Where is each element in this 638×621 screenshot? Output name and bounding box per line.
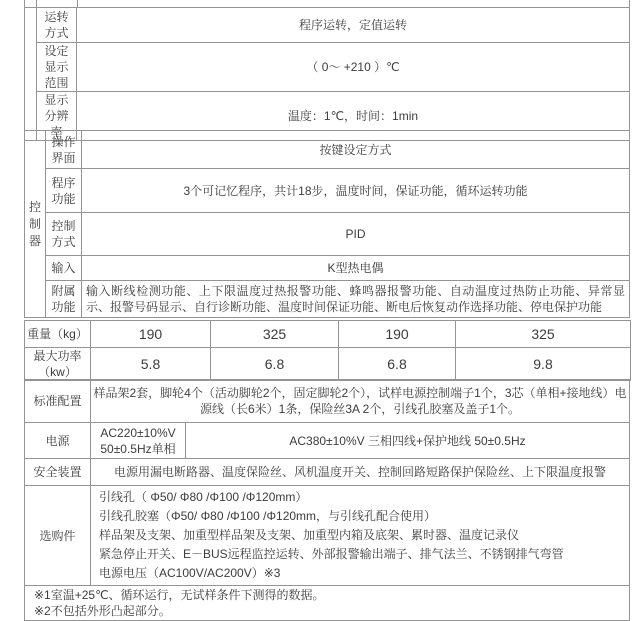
- table-row: [25, 213, 630, 256]
- table-row: [25, 169, 630, 213]
- row-label: 显示分辨率: [37, 92, 77, 141]
- row-value: 温度：1℃，时间：1min: [77, 92, 630, 141]
- stub-divider: [36, 0, 37, 7]
- table-row: [25, 586, 630, 621]
- row-label: 运转方式: [37, 8, 77, 43]
- row-label: 程序功能: [46, 169, 82, 213]
- table-row: [25, 321, 631, 348]
- footnote: ※2不包括外形凸起部分。: [34, 604, 171, 618]
- spec-table-config-section: [24, 379, 630, 586]
- row-label: 重量（kg）: [25, 321, 91, 348]
- table-row: [25, 131, 630, 169]
- group-spacer-cell: [25, 8, 37, 141]
- footnotes-cell: [25, 586, 630, 621]
- row-label: 标准配置: [25, 380, 91, 423]
- row-value: 3个可记忆程序，共计18步，温度时间，保证功能，循环运转功能: [82, 169, 630, 213]
- spec-table-top-section: [24, 7, 630, 141]
- group-label-controller: 控制器: [25, 131, 46, 318]
- weight-value: 325: [211, 321, 339, 348]
- table-row: [25, 459, 630, 486]
- option-line: 引线孔胶塞（Φ50/ Φ80 /Φ100 /Φ120mm，与引线孔配合使用）: [99, 509, 437, 523]
- table-row: [25, 486, 630, 586]
- option-line: 紧急停止开关、E－BUS远程监控运转、外部报警输出端子、排气法兰、不锈钢排气弯管: [99, 547, 564, 561]
- row-label: 设定显示范围: [37, 43, 77, 92]
- table-row: [25, 423, 630, 459]
- row-value: 样品架2套，脚轮4个（活动脚轮2个，固定脚轮2个），试样电源控制端子1个，3芯（单相+接地线）电源线（长6米）1条，保险丝3A 2个，引线孔胶塞及盖子1个。: [91, 380, 630, 423]
- row-value: （ 0～ +210 ）℃: [77, 43, 630, 92]
- power-supply-single-phase: AC220±10%V 50±0.5Hz单相: [91, 423, 186, 459]
- row-label: 操作界面: [46, 131, 82, 169]
- row-value: PID: [82, 213, 630, 256]
- table-row: [25, 8, 630, 43]
- row-label: 最大功率（kw）: [25, 348, 91, 381]
- option-line: 引线孔（ Φ50/ Φ80 /Φ100 /Φ120mm）: [99, 490, 308, 504]
- cropped-row-stub: [24, 0, 630, 7]
- weight-value: 190: [91, 321, 211, 348]
- row-label: 电源: [25, 423, 91, 459]
- row-label: 输入: [46, 256, 82, 281]
- power-value: 6.8: [211, 348, 339, 381]
- footnotes-section: [24, 585, 630, 621]
- power-supply-three-phase: AC380±10%V 三相四线+保护地线 50±0.5Hz: [186, 423, 630, 459]
- table-row: [25, 256, 630, 281]
- row-value: 按键设定方式: [82, 131, 630, 169]
- spec-table-model-values-section: [24, 320, 631, 381]
- footnote: ※1室温+25℃、循环运行，无试样条件下测得的数据。: [34, 588, 325, 602]
- power-value: 9.8: [456, 348, 631, 381]
- table-row: [25, 348, 631, 381]
- option-line: 样品架及支架、加重型样品架及支架、加重型内箱及底架、累时器、温度记录仪: [99, 528, 520, 542]
- row-value: K型热电偶: [82, 256, 630, 281]
- power-value: 6.8: [339, 348, 456, 381]
- row-label: 选购件: [25, 486, 91, 586]
- weight-value: 190: [339, 321, 456, 348]
- options-cell: [91, 486, 630, 586]
- row-label: 安全装置: [25, 459, 91, 486]
- table-row: [25, 43, 630, 92]
- option-line: 电源电压（AC100V/AC200V）※3: [99, 566, 281, 580]
- table-row: [25, 281, 630, 318]
- row-value: 电源用漏电断路器、温度保险丝、风机温度开关、控制回路短路保护保险丝、上下限温度报警: [91, 459, 630, 486]
- row-label: 附属功能: [46, 281, 82, 318]
- weight-value: 325: [456, 321, 631, 348]
- row-label: 控制方式: [46, 213, 82, 256]
- row-value: 输入断线检测功能、上下限温度过热报警功能、蜂鸣器报警功能、自动温度过热防止功能、异常显示、报警号码显示、自行诊断功能、温度时间保证功能、断电后恢复动作选择功能、停电保护功能: [82, 281, 630, 318]
- spec-table-controller-section: [24, 130, 630, 318]
- power-value: 5.8: [91, 348, 211, 381]
- stub-divider: [77, 0, 78, 7]
- row-value: 程序运转，定值运转: [77, 8, 630, 43]
- table-row: [25, 380, 630, 423]
